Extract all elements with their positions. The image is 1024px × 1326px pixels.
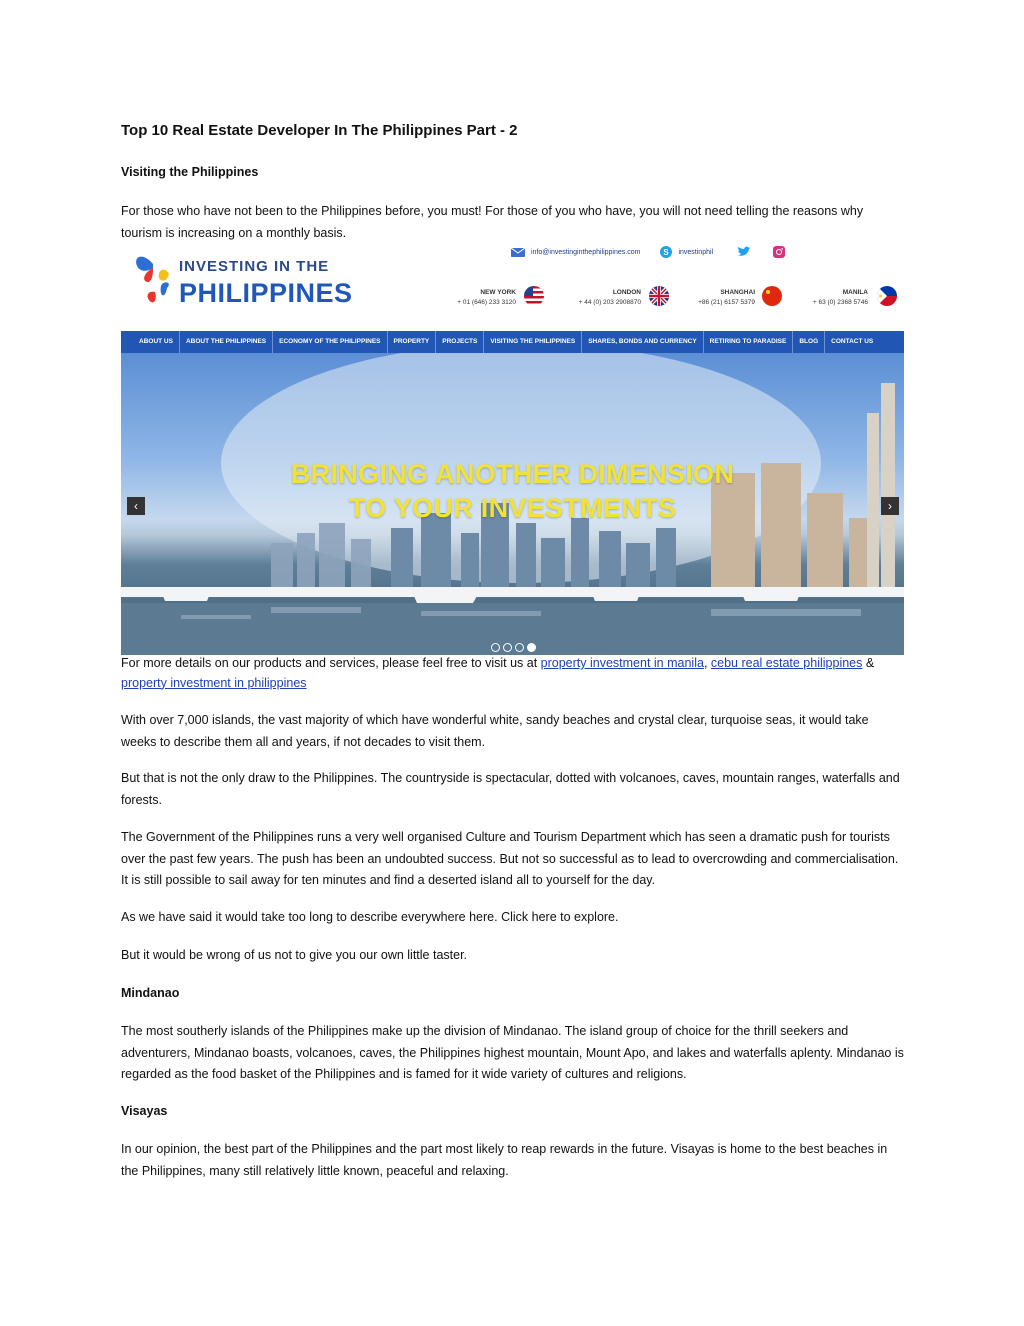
butterfly-logo-icon — [133, 252, 177, 304]
office-phone: + 01 (646) 233 3120 — [457, 299, 516, 306]
nav-about-the-philippines[interactable]: ABOUT THE PHILIPPINES — [180, 331, 273, 353]
philippines-flag-icon — [877, 286, 897, 306]
section-heading-visiting: Visiting the Philippines — [121, 165, 259, 179]
logo-text-line2: PHILIPPINES — [179, 278, 353, 308]
hero-headline-line1: BRINGING ANOTHER DIMENSION — [290, 459, 735, 489]
details-paragraph — [121, 654, 905, 693]
twitter-icon[interactable] — [737, 246, 751, 258]
slider-dots — [491, 643, 536, 652]
office-city: SHANGHAI — [720, 289, 755, 296]
office-phone: +86 (21) 6157 5379 — [698, 299, 755, 306]
hero-headline-line2: TO YOUR INVESTMENTS — [348, 493, 677, 523]
email-icon — [511, 248, 525, 257]
link-property-investment-manila[interactable]: property investment in manila — [540, 656, 704, 670]
office-manila — [776, 288, 868, 308]
details-sep2: & — [862, 656, 875, 670]
nav-shares-bonds[interactable]: SHARES, BONDS AND CURRENCY — [582, 331, 703, 353]
header-contact-row — [511, 246, 785, 258]
site-logo — [133, 252, 403, 312]
paragraph-explore: As we have said it would take too long to describe everywhere here. Click here to explore. — [121, 910, 619, 924]
slider-dot[interactable] — [491, 643, 500, 652]
nav-projects[interactable]: PROJECTS — [436, 331, 484, 353]
nav-visiting[interactable]: VISITING THE PHILIPPINES — [484, 331, 582, 353]
office-city: NEW YORK — [480, 289, 516, 296]
svg-text:S: S — [663, 248, 670, 257]
hero-slider — [121, 353, 904, 655]
office-shanghai — [663, 288, 755, 308]
office-city: LONDON — [612, 289, 641, 296]
usa-flag-icon — [524, 286, 544, 306]
paragraph-countryside: But that is not the only draw to the Philippines. The countryside is spectacular, dotted with volcanoes, caves, mountain ranges, waterfalls and forests. — [121, 771, 900, 807]
slider-prev-arrow[interactable]: ‹ — [127, 497, 145, 515]
office-london — [546, 288, 641, 308]
page-title: Top 10 Real Estate Developer In The Philippines Part - 2 — [121, 122, 518, 139]
skype-icon[interactable] — [660, 246, 672, 258]
header-skype[interactable]: investinphil — [678, 248, 714, 256]
paragraph-mindanao: The most southerly islands of the Philippines make up the division of Mindanao. The island group of choice for the thrill seekers and adventurers, Mindanao boasts, volcanoes, caves, the Philippines highest mountain, Mount Apo, and lakes and waterfalls aplenty. Mindanao is regarded as the food basket of the Philippines and is famed for it wide variety of cultures and religions. — [121, 1024, 904, 1081]
office-city: MANILA — [842, 289, 868, 296]
slider-dot-active[interactable] — [527, 643, 536, 652]
heading-mindanao: Mindanao — [121, 986, 180, 1000]
paragraph-government: The Government of the Philippines runs a very well organised Culture and Tourism Department which has seen a dramatic push for tourists over the past few years. The push has been an undoubted success. But not so successful as to lead to overcrowding and commercialisation. It is still possible to sail away for ten minutes and find a deserted island all to yourself for the day. — [121, 830, 899, 887]
details-sep1: , — [703, 656, 711, 670]
slider-dot[interactable] — [515, 643, 524, 652]
office-phone: + 44 (0) 203 2908870 — [578, 299, 641, 306]
details-prefix: For more details on our products and services, please feel free to visit us at — [121, 656, 541, 670]
site-nav — [121, 331, 904, 353]
website-screenshot — [121, 240, 904, 655]
office-phone: + 63 (0) 2368 5746 — [812, 299, 868, 306]
link-property-investment-philippines[interactable]: property investment in philippines — [121, 675, 307, 690]
logo-text-line1: INVESTING IN THE — [179, 258, 330, 275]
paragraph-visayas: In our opinion, the best part of the Philippines and the part most likely to reap rewards in the future. Visayas is home to the best beaches in the Philippines, many still relatively little known, peaceful and relaxing. — [121, 1142, 888, 1178]
slider-dot[interactable] — [503, 643, 512, 652]
slider-next-arrow[interactable]: › — [881, 497, 899, 515]
heading-visayas: Visayas — [121, 1104, 168, 1118]
office-new-york — [421, 288, 516, 308]
hero-headline — [121, 457, 904, 525]
paragraph-islands: With over 7,000 islands, the vast majority of which have wonderful white, sandy beaches and crystal clear, turquoise seas, it would take weeks to describe them all and years, if not decades to visit them. — [121, 713, 869, 749]
nav-about-us[interactable]: ABOUT US — [121, 331, 180, 353]
nav-economy[interactable]: ECONOMY OF THE PHILIPPINES — [273, 331, 387, 353]
nav-retiring[interactable]: RETIRING TO PARADISE — [704, 331, 794, 353]
site-header — [121, 240, 904, 331]
link-cebu-real-estate[interactable]: cebu real estate philippines — [710, 656, 863, 670]
instagram-icon[interactable] — [773, 246, 785, 258]
nav-contact-us[interactable]: CONTACT US — [831, 338, 874, 345]
intro-paragraph: For those who have not been to the Philippines before, you must! For those of you who have, you will not need telling the reasons why tourism is increasing on a monthly basis. — [121, 204, 864, 240]
nav-property[interactable]: PROPERTY — [388, 331, 437, 353]
paragraph-taster: But it would be wrong of us not to give you our own little taster. — [121, 948, 468, 962]
nav-blog[interactable]: BLOG — [793, 331, 825, 353]
header-email[interactable]: info@investinginthephilippines.com — [531, 248, 641, 256]
